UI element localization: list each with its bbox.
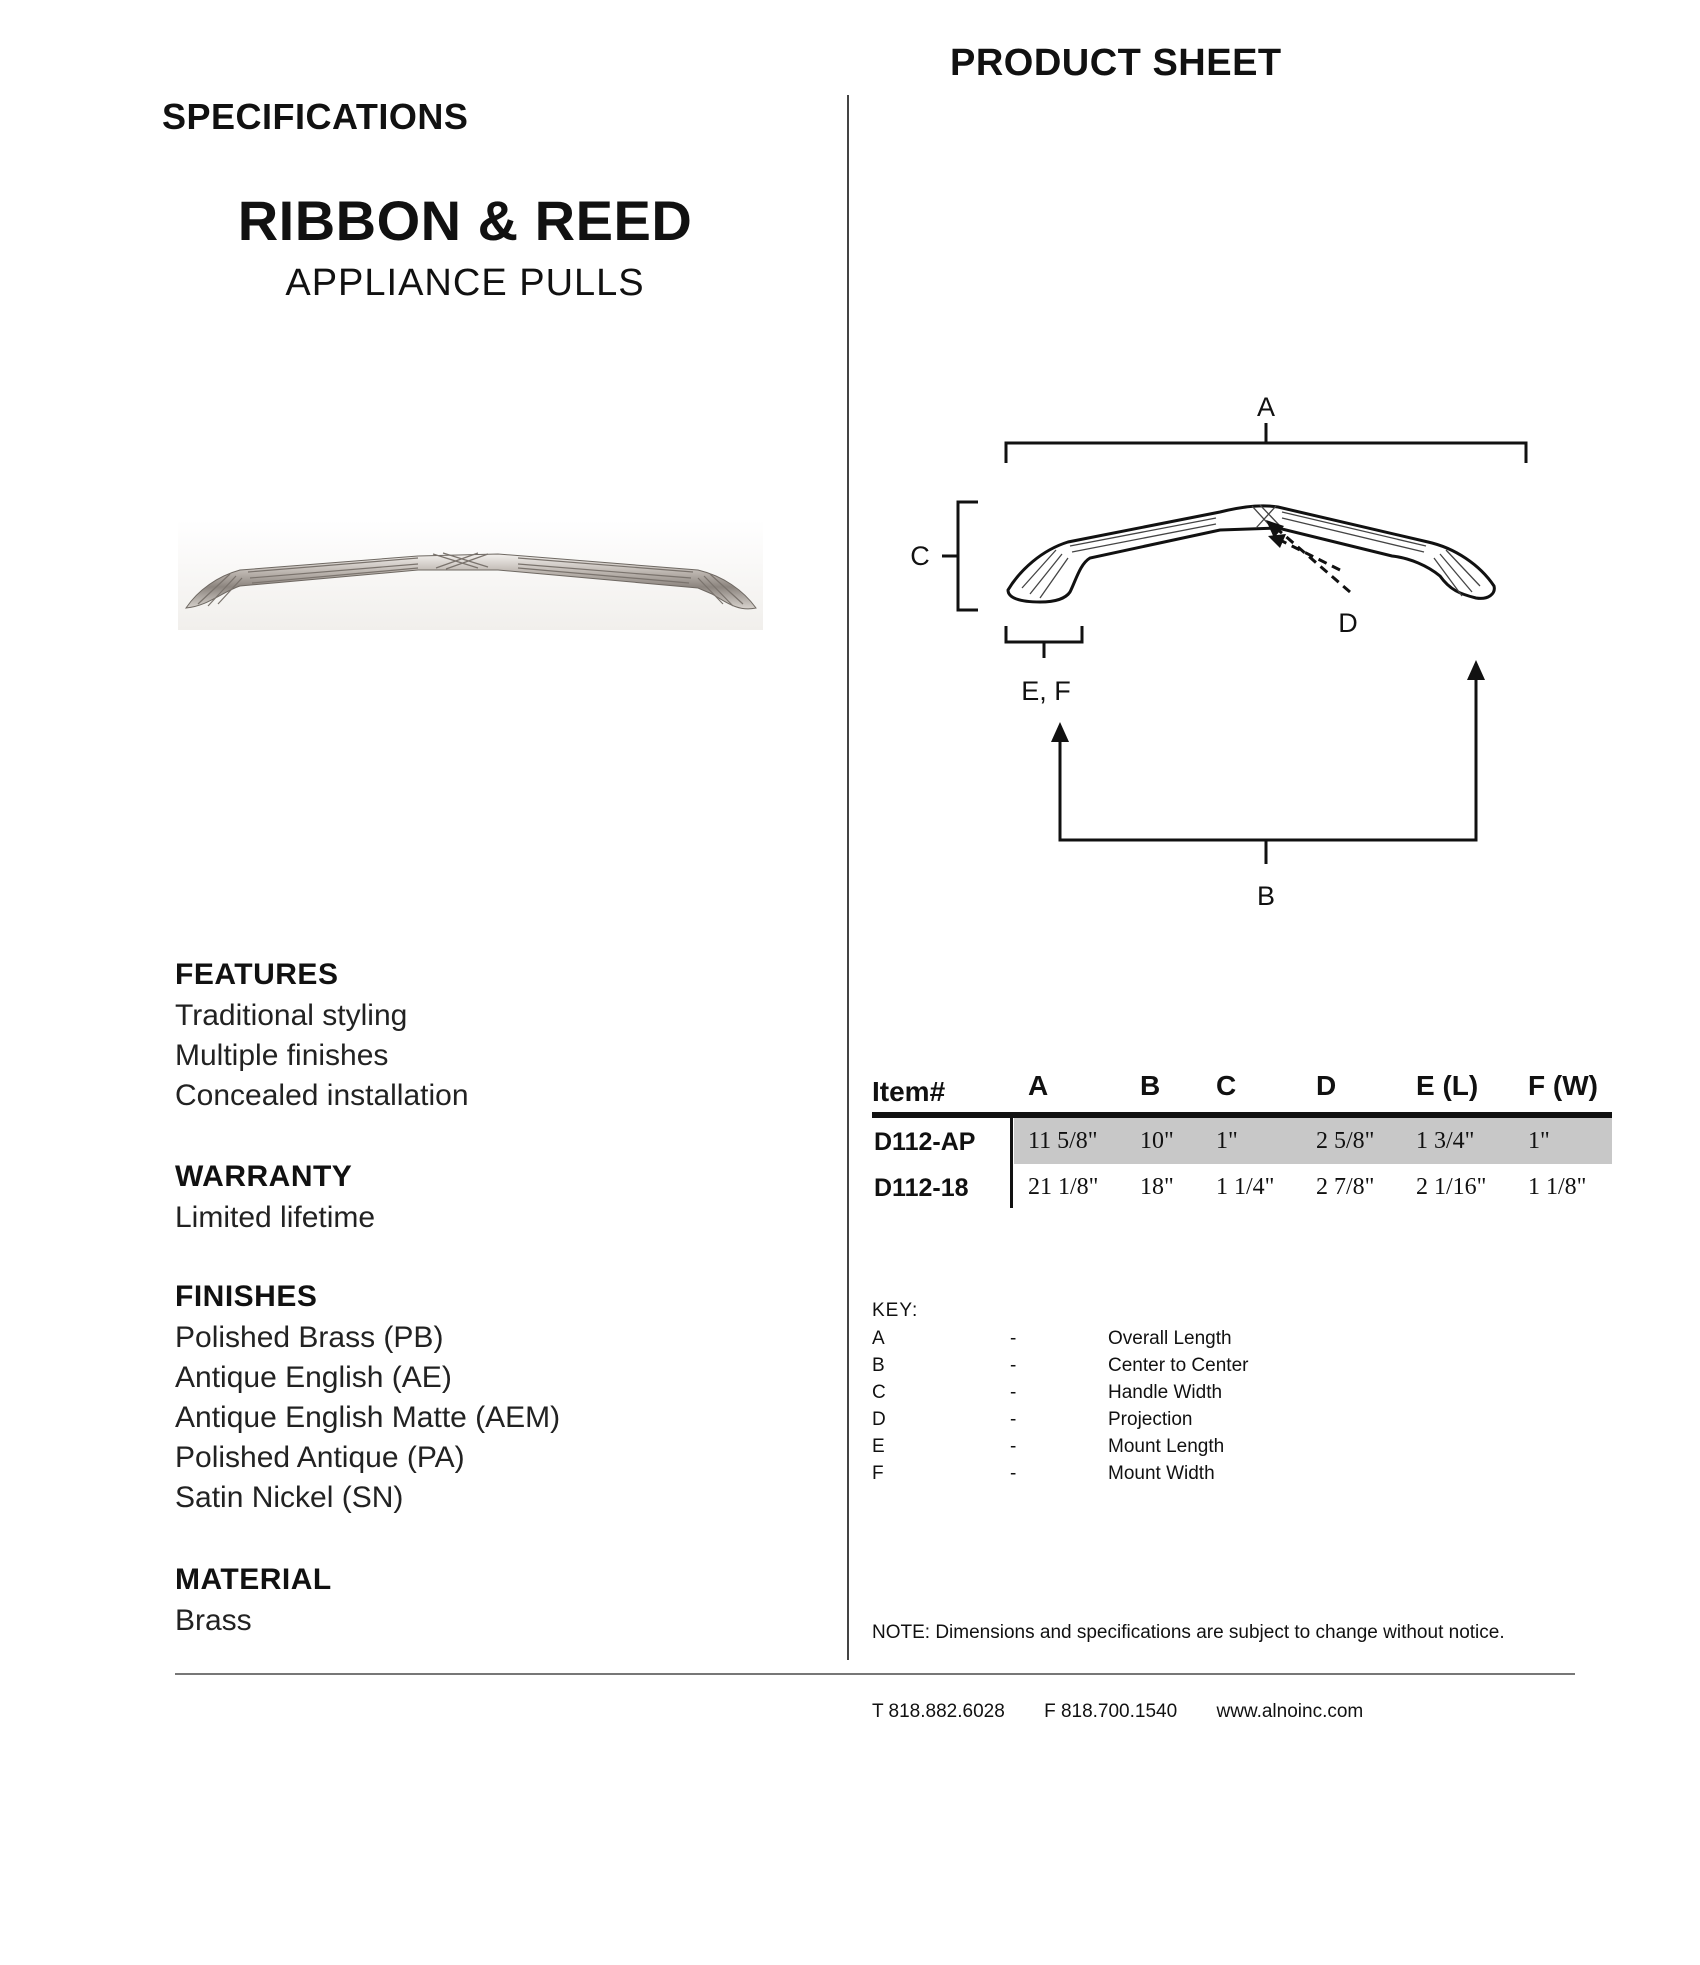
finishes-heading: FINISHES <box>175 1280 318 1313</box>
table-cell: 1 1/4" <box>1216 1174 1275 1200</box>
finish-item: Polished Antique (PA) <box>175 1441 465 1474</box>
key-letter: B <box>872 1355 885 1376</box>
features-section <box>175 958 469 1116</box>
key-dash: - <box>1010 1355 1017 1376</box>
warranty-section <box>175 1160 375 1238</box>
finishes-section <box>175 1280 560 1518</box>
row-shade <box>1014 1118 1612 1164</box>
key-entry <box>872 1382 1223 1409</box>
feature-item: Multiple finishes <box>175 1039 389 1072</box>
key-entry <box>872 1463 1215 1490</box>
specifications-title: SPECIFICATIONS <box>162 96 469 137</box>
dimension-diagram <box>880 380 1640 920</box>
dimension-c-bracket <box>942 502 978 610</box>
key-letter: D <box>872 1409 886 1430</box>
finish-item: Antique English (AE) <box>175 1361 452 1394</box>
key-dash: - <box>1010 1382 1017 1403</box>
key-title: KEY: <box>872 1300 919 1321</box>
b-arrowhead-left <box>1051 722 1069 742</box>
table-cell: 1" <box>1216 1128 1238 1154</box>
key-description: Mount Width <box>1108 1463 1215 1484</box>
item-number: D112-AP <box>874 1128 976 1156</box>
dimension-label-d: D <box>1338 608 1358 638</box>
dimension-label-b: B <box>1256 881 1276 911</box>
item-number: D112-18 <box>874 1174 969 1202</box>
material-item: Brass <box>175 1604 252 1637</box>
finish-item: Satin Nickel (SN) <box>175 1481 404 1514</box>
table-cell: 1" <box>1528 1128 1550 1154</box>
key-entry <box>872 1328 1232 1355</box>
dimension-label-a: A <box>1256 392 1276 422</box>
column-header: D <box>1316 1070 1337 1101</box>
table-header-rule <box>872 1112 1612 1118</box>
table-cell: 1 1/8" <box>1528 1174 1587 1200</box>
key-description: Mount Length <box>1108 1436 1225 1457</box>
feature-item: Traditional styling <box>175 999 408 1032</box>
website-link[interactable]: www.alnoinc.com <box>1216 1701 1364 1722</box>
dimension-label-c: C <box>910 541 930 571</box>
phone-number: T 818.882.6028 <box>872 1701 1005 1722</box>
key-dash: - <box>1010 1409 1017 1430</box>
key-dash: - <box>1010 1436 1017 1457</box>
table-cell: 2 1/16" <box>1416 1174 1487 1200</box>
product-sheet-title: PRODUCT SHEET <box>950 42 1282 84</box>
dimension-a-bracket <box>1006 423 1526 463</box>
product-photo <box>178 520 763 630</box>
warranty-item: Limited lifetime <box>175 1201 376 1234</box>
key-letter: A <box>872 1328 885 1349</box>
key-description: Handle Width <box>1108 1382 1223 1403</box>
column-header: C <box>1216 1070 1237 1101</box>
key-entry <box>872 1409 1193 1436</box>
finish-item: Polished Brass (PB) <box>175 1321 444 1354</box>
material-section <box>175 1563 332 1641</box>
table-column-rule <box>1010 1118 1013 1208</box>
key-entry <box>872 1436 1225 1463</box>
key-description: Projection <box>1108 1409 1193 1430</box>
key-letter: C <box>872 1382 886 1403</box>
table-cell: 2 7/8" <box>1316 1174 1375 1200</box>
b-arrowhead-right <box>1467 660 1485 680</box>
handle-outline <box>1008 506 1494 602</box>
finish-item: Antique English Matte (AEM) <box>175 1401 561 1434</box>
footer-divider <box>175 1673 1575 1675</box>
features-heading: FEATURES <box>175 958 339 991</box>
key-letter: F <box>872 1463 884 1484</box>
key-description: Center to Center <box>1108 1355 1249 1376</box>
key-dash: - <box>1010 1463 1017 1484</box>
key-description: Overall Length <box>1108 1328 1232 1349</box>
contact-footer <box>872 1701 1397 1723</box>
column-header: E (L) <box>1416 1070 1479 1101</box>
product-subtitle: APPLIANCE PULLS <box>285 262 645 304</box>
column-header: F (W) <box>1528 1070 1598 1101</box>
column-header: B <box>1140 1070 1161 1101</box>
column-header: Item# <box>872 1076 946 1107</box>
table-cell: 18" <box>1140 1174 1174 1200</box>
fax-number: F 818.700.1540 <box>1044 1701 1178 1722</box>
vertical-divider <box>847 95 849 1660</box>
dimension-ef-bracket <box>1006 626 1082 658</box>
feature-item: Concealed installation <box>175 1079 469 1112</box>
table-cell: 2 5/8" <box>1316 1128 1375 1154</box>
key-letter: E <box>872 1436 885 1457</box>
product-name: RIBBON & REED <box>237 189 693 252</box>
table-cell: 10" <box>1140 1128 1174 1154</box>
disclaimer-note: NOTE: Dimensions and specifications are subject to change without notice. <box>872 1622 1505 1643</box>
dimension-b-bracket <box>1060 670 1476 864</box>
key-entry <box>872 1355 1249 1382</box>
table-cell: 11 5/8" <box>1028 1128 1098 1154</box>
dimension-key <box>872 1300 1249 1490</box>
key-dash: - <box>1010 1328 1017 1349</box>
warranty-heading: WARRANTY <box>175 1160 353 1193</box>
material-heading: MATERIAL <box>175 1563 332 1596</box>
table-cell: 1 3/4" <box>1416 1128 1475 1154</box>
table-cell: 21 1/8" <box>1028 1174 1099 1200</box>
dimension-label-ef: E, F <box>1021 676 1071 706</box>
column-header: A <box>1028 1070 1049 1101</box>
